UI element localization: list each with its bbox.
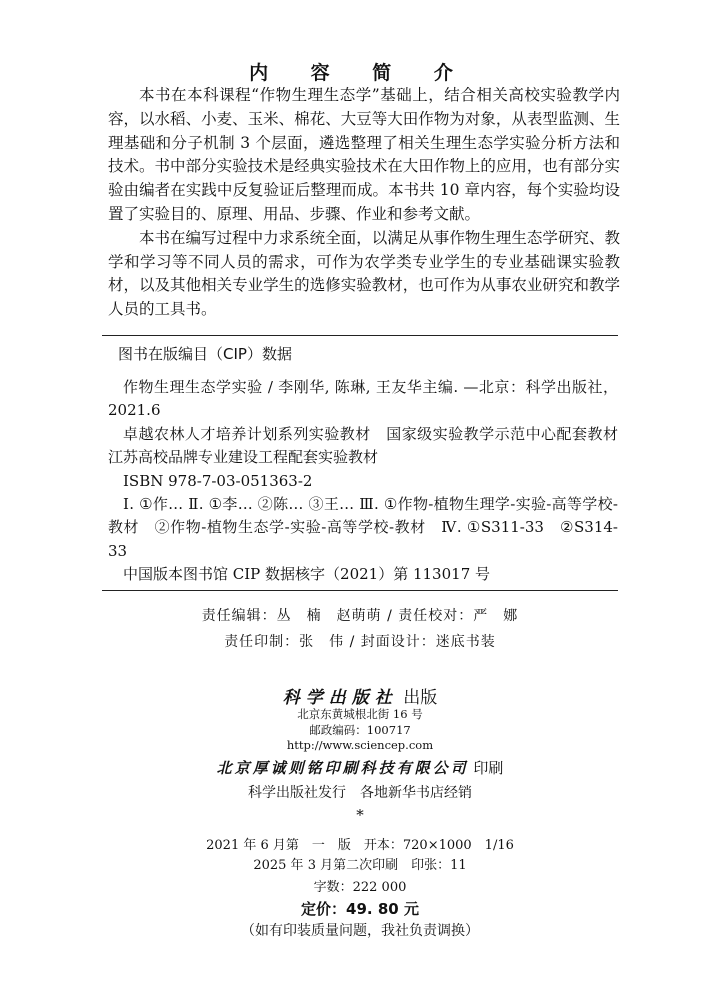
printer-suffix: 印刷 <box>473 759 504 777</box>
publisher-name: 科学出版社 <box>282 688 398 708</box>
edition-line: 2021 年 6 月第 一 版 开本：720×1000 1/16 <box>206 838 514 853</box>
credits-editors: 责任编辑：丛 楠 赵萌萌 / 责任校对：严 娜 <box>201 608 519 624</box>
cip-block <box>108 376 634 587</box>
separator-star: * <box>356 806 364 824</box>
publisher-line <box>0 683 720 708</box>
cip-line-isbn: ISBN 978-7-03-051363-2 <box>123 471 313 490</box>
intro-text <box>108 84 620 322</box>
cip-line-record: 中国版本图书馆 CIP 数据核字（2021）第 113017 号 <box>123 565 491 584</box>
publisher-suffix: 出版 <box>403 688 438 708</box>
intro-paragraph-2: 本书在编写过程中力求系统全面，以满足从事作物生理生态学研究、教学和学习等不同人员的需求，可作为农学类专业学生的专业基础课实验教材，以及其他相关专业学生的选修实验教材，也可作为从事农业研究和教学人员的工具书。 <box>108 228 620 319</box>
cip-line-classification: Ⅰ. ①作… Ⅱ. ①李… ②陈… ③王… Ⅲ. ①作物-植物生理学-实验-高等学校-教材 ②作物-植物生态学-实验-高等学校-教材 Ⅳ. ①S311-33 ②S314-33 <box>108 495 618 560</box>
cip-bottom-rule <box>102 590 618 591</box>
cip-top-rule <box>102 335 618 336</box>
price-line: 定价：49. 80 元 <box>301 900 419 918</box>
credits-production: 责任印制：张 伟 / 封面设计：迷底书装 <box>224 634 496 650</box>
printing-line: 2025 年 3 月第二次印刷 印张：11 <box>253 858 467 873</box>
publisher-website: http://www.sciencep.com <box>286 738 434 752</box>
distribution-line: 科学出版社发行 各地新华书店经销 <box>248 785 472 801</box>
intro-title: 内 容 简 介 <box>249 62 471 84</box>
wordcount-line: 字数：222 000 <box>313 880 407 895</box>
publisher-postcode: 邮政编码：100717 <box>309 723 411 737</box>
cip-heading: 图书在版编目（CIP）数据 <box>118 345 292 363</box>
cip-line-series: 卓越农林人才培养计划系列实验教材 国家级实验教学示范中心配套教材 江苏高校品牌专业建设工程配套实验教材 <box>108 424 634 467</box>
quality-note: （如有印装质量问题，我社负责调换） <box>241 923 479 939</box>
intro-paragraph-1: 本书在本科课程“作物生理生态学”基础上，结合相关高校实验教学内容，以水稻、小麦、玉米、棉花、大豆等大田作物为对象，从表型监测、生理基础和分子机制 3 个层面，遴选整理了相关生理生态学实验分析方法和技术。书中部分实验技术是经典实验技术在大田作物上的应用，也有部分实验由编者在实践中反复验证后整理而成。本书共 10 章内容，每个实验均设置了实验目的、原理、用品、步骤、作业和参考文献。 <box>108 86 620 223</box>
cip-line-title: 作物生理生态学实验 / 李刚华, 陈琳, 王友华主编. —北京：科学出版社，2021.6 <box>108 378 618 420</box>
printer-line <box>0 757 720 778</box>
publisher-address: 北京东黄城根北街 16 号 <box>297 707 423 721</box>
printer-name: 北京厚诚则铭印刷科技有限公司 <box>216 759 469 777</box>
